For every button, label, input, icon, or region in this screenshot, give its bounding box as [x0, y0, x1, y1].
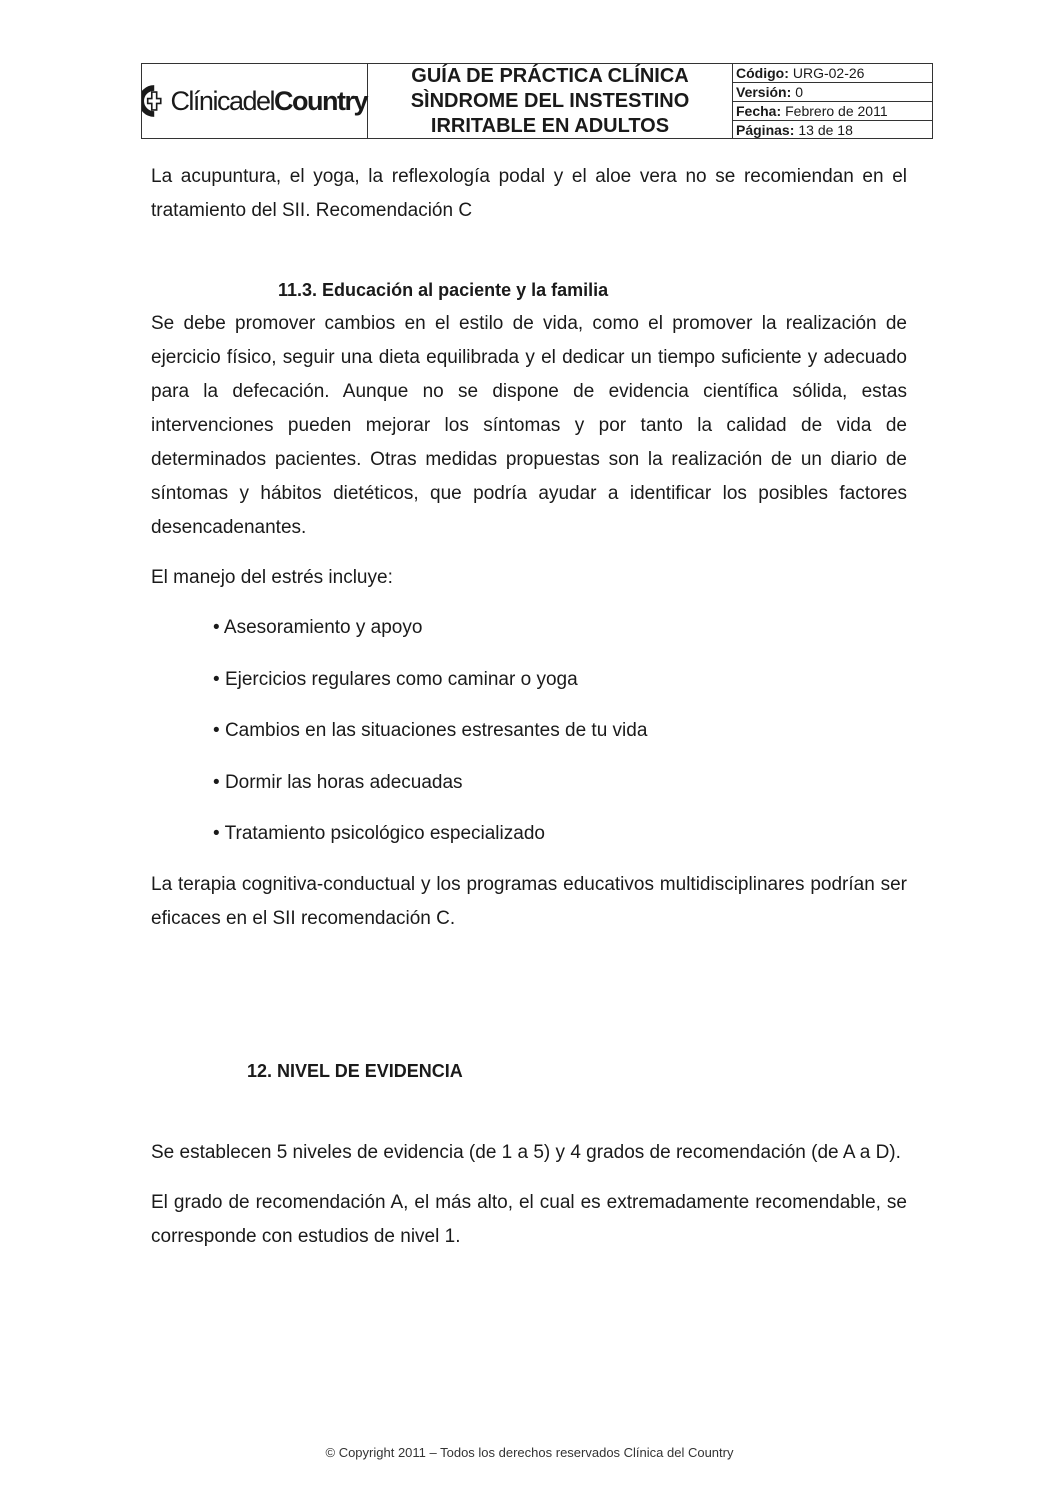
list-item: • Dormir las horas adecuadas — [213, 766, 907, 800]
logo — [142, 64, 368, 138]
title-line-2: SÌNDROME DEL INSTESTINO — [410, 89, 690, 112]
paragraph-evidence-levels: Se establecen 5 niveles de evidencia (de 1 a 5) y 4 grados de recomendación (de A a D). — [151, 1142, 901, 1163]
title-line-1: GUÍA DE PRÁCTICA CLÍNICA — [411, 64, 689, 87]
paragraph-grade-a: El grado de recomendación A, el más alto, el cual es extremadamente recomendable, se corresponde con estudios de nivel 1. — [151, 1192, 907, 1247]
document-meta — [733, 64, 932, 138]
document-title — [368, 64, 733, 138]
meta-date: Fecha: Febrero de 2011 — [733, 102, 932, 121]
meta-code: Código: URG-02-26 — [733, 64, 932, 83]
paragraph-cognitive-therapy: La terapia cognitiva-conductual y los programas educativos multidisciplinares podrían ser eficaces en el SII recomendación C. — [151, 874, 907, 929]
meta-version: Versión: 0 — [733, 83, 932, 102]
stress-management-list — [151, 611, 907, 851]
list-item: • Tratamiento psicológico especializado — [213, 817, 907, 851]
section-heading-evidence: 12. NIVEL DE EVIDENCIA — [247, 1061, 463, 1081]
meta-pages: Páginas: 13 de 18 — [736, 122, 853, 138]
paragraph-lifestyle: Se debe promover cambios en el estilo de vida, como el promover la realización de ejercicio físico, seguir una dieta equilibrada y el dedicar un tiempo suficiente y adecuado para la defecación. Aunque no se dispone de evidencia científica sólida, estas intervenciones pueden mejorar los síntomas y por tanto la calidad de vida de determinados pacientes. Otras medidas propuestas son la realización de un diario de síntomas y hábitos dietéticos, que podría ayudar a identificar los posibles factores desencadenantes. — [151, 313, 907, 538]
paragraph-stress-intro: El manejo del estrés incluye: — [151, 567, 393, 588]
copyright-footer: © Copyright 2011 – Todos los derechos reservados Clínica del Country — [325, 1445, 734, 1460]
list-item: • Ejercicios regulares como caminar o yoga — [213, 663, 907, 697]
paragraph-alternative-therapies: La acupuntura, el yoga, la reflexología podal y el aloe vera no se recomiendan en el tratamiento del SII. Recomendación C — [151, 166, 907, 221]
list-item: • Cambios en las situaciones estresantes de tu vida — [213, 714, 907, 748]
logo-text: ClínicadelCountry — [170, 85, 367, 116]
document-body — [151, 160, 907, 1254]
section-heading-education: 11.3. Educación al paciente y la familia — [278, 280, 609, 300]
clinic-cross-logo-icon — [142, 83, 166, 119]
list-item: • Asesoramiento y apoyo — [213, 611, 907, 645]
title-line-3: IRRITABLE EN ADULTOS — [430, 114, 670, 137]
document-header — [141, 63, 933, 139]
